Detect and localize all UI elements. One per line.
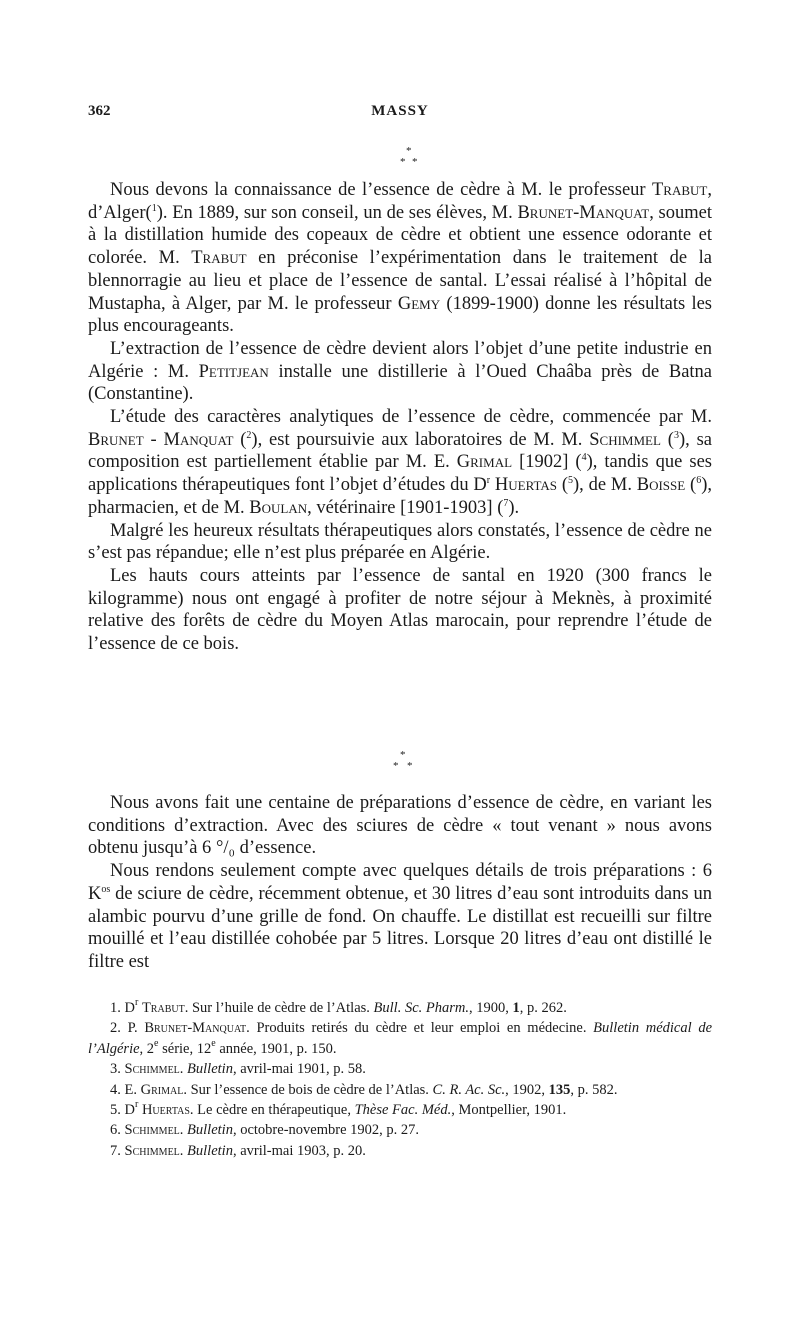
author-name: Brunet-Manquat xyxy=(144,1020,247,1037)
ornament-star: * xyxy=(407,760,413,772)
author-name: Grimal xyxy=(456,452,513,473)
paragraph: L’extraction de l’essence de cèdre devient alors l’objet d’une petite industrie en Algérie : M. Petitjean installe une distillerie à l’Oued Chaâba près de Batna (Constantine). xyxy=(88,338,713,405)
paragraph: L’étude des caractères analytiques de l’essence de cèdre, commencée par M. Brunet - Manquat ($^2$), est poursuivie aux laboratoires de M. M. Schimmel ($^3$), sa composition est partiellement établie par M. E. Grimal [1902] ($^4$), tandis que ses applications thérapeutiques font l’objet d’études du $D^r$ Huertas ($^5$), de M. Boisse ($^6$), pharmacien, et de M. Boulan, vétérinaire [1901-1903] ($^7$). xyxy=(88,407,712,518)
footnote-ref: 5 xyxy=(568,475,573,487)
section-ornament xyxy=(0,750,800,774)
ornament-star: * xyxy=(393,760,399,772)
paragraph: Nous avons fait une centaine de préparations d’essence de cèdre, en variant les conditions d’extraction. Avec des sciures de cèdre « tout venant » nous avons obtenu jusqu’à 6 °/₀ d’essence. xyxy=(88,793,712,859)
footnote-ref: 3 xyxy=(673,429,679,441)
author-name: Trabut xyxy=(191,248,247,269)
section-two xyxy=(88,792,712,974)
paragraph: Malgré les heureux résultats thérapeutiques alors constatés, l’essence de cèdre ne s’est pas répandue; elle n’est plus préparée en Algérie. xyxy=(88,520,712,564)
ornament-star: * xyxy=(412,156,418,168)
ornament-star: * xyxy=(406,145,412,157)
author-name: Boulan xyxy=(249,497,308,518)
footnote: 3. Schimmel. Bulletin, avril-mai 1901, p. 58. xyxy=(110,1061,366,1078)
page-header xyxy=(88,103,712,127)
author-name: Boisse xyxy=(636,475,686,496)
footnote-ref: 6 xyxy=(696,475,702,487)
paragraph: Nous devons la connaissance de l’essence de cèdre à M. le professeur Trabut, d’Alger($^1$). En 1889, sur son conseil, un de ses élèves, M. Brunet-Manquat, soumet à la distillation humide des copeaux de cèdre et obtient une essence odorante et colorée. M. Trabut en préconise l’expérimentation dans le traitement de la blennorragie au lieu et place de l’essence de santal. L’essai réalisé à l’hôpital de Mustapha, à Alger, par M. le professeur Gemy (1899-1900) donne les résultats les plus encourageants. xyxy=(88,180,712,337)
footnotes xyxy=(88,998,712,1161)
author-name: Huertas xyxy=(494,475,558,496)
author-name: Petitjean xyxy=(198,361,269,382)
footnote: 4. E. Grimal. Sur l’essence de bois de cèdre de l’Atlas. C. R. Ac. Sc., 1902, 135, p. 582. xyxy=(110,1081,618,1098)
ornament-star: * xyxy=(400,749,406,761)
page-number: 362 xyxy=(88,103,111,119)
footnote-ref: 1 xyxy=(151,202,157,214)
author-name: Trabut xyxy=(652,180,708,200)
author-name: Schimmel xyxy=(589,429,661,450)
footnote: 2. P. Brunet-Manquat. Produits retirés du cèdre et leur emploi en médecine. Bulletin médical de l’Algérie, 2e série, 12e année, 1901, p. 150. xyxy=(88,1020,712,1057)
author-name: Huertas xyxy=(141,1102,190,1119)
paragraph: Les hauts cours atteints par l’essence de santal en 1920 (300 francs le kilogramme) nous ont engagé à profiter de notre séjour à Meknès, à proximité relative des forêts de cèdre du Moyen Atlas marocain, pour reprendre l’étude de l’essence de ce bois. xyxy=(88,565,712,655)
author-name: Schimmel xyxy=(124,1061,180,1078)
paragraph: Nous rendons seulement compte avec quelques détails de trois préparations : 6 $K^{os}$ de sciure de cèdre, récemment obtenue, et 30 litres d’eau sont introduits dans un alambic pourvu d’une grille de fond. On chauffe. Le distillat est recueilli sur filtre mouillé et l’eau distillée cohobée par 5 litres. Lorsque 20 litres d’eau ont distillé le filtre est xyxy=(88,861,712,972)
footnote: 1. $D^r$ Trabut. Sur l’huile de cèdre de l’Atlas. Bull. Sc. Pharm., 1900, 1, p. 262. xyxy=(110,997,567,1016)
author-name: Gemy xyxy=(397,293,441,314)
author-name: Brunet - Manquat xyxy=(88,429,234,450)
author-name: Brunet-Manquat xyxy=(517,202,650,223)
author-name: Schimmel xyxy=(124,1122,180,1139)
section-one xyxy=(88,179,712,656)
footnote: 6. Schimmel. Bulletin, octobre-novembre 1902, p. 27. xyxy=(110,1122,420,1139)
section-ornament xyxy=(0,146,800,170)
ornament-star: * xyxy=(400,156,406,168)
footnote-ref: 4 xyxy=(581,452,587,464)
footnote-ref: 2 xyxy=(246,429,252,441)
footnote: 5. $D^r$ Huertas. Le cèdre en thérapeutique, Thèse Fac. Méd., Montpellier, 1901. xyxy=(110,1099,567,1119)
running-head: MASSY xyxy=(371,103,429,119)
footnote-ref: 7 xyxy=(503,497,509,509)
author-name: Trabut xyxy=(141,1000,185,1016)
author-name: Schimmel xyxy=(124,1142,180,1159)
footnote: 7. Schimmel. Bulletin, avril-mai 1903, p. 20. xyxy=(110,1142,366,1159)
author-name: Grimal xyxy=(140,1081,184,1098)
